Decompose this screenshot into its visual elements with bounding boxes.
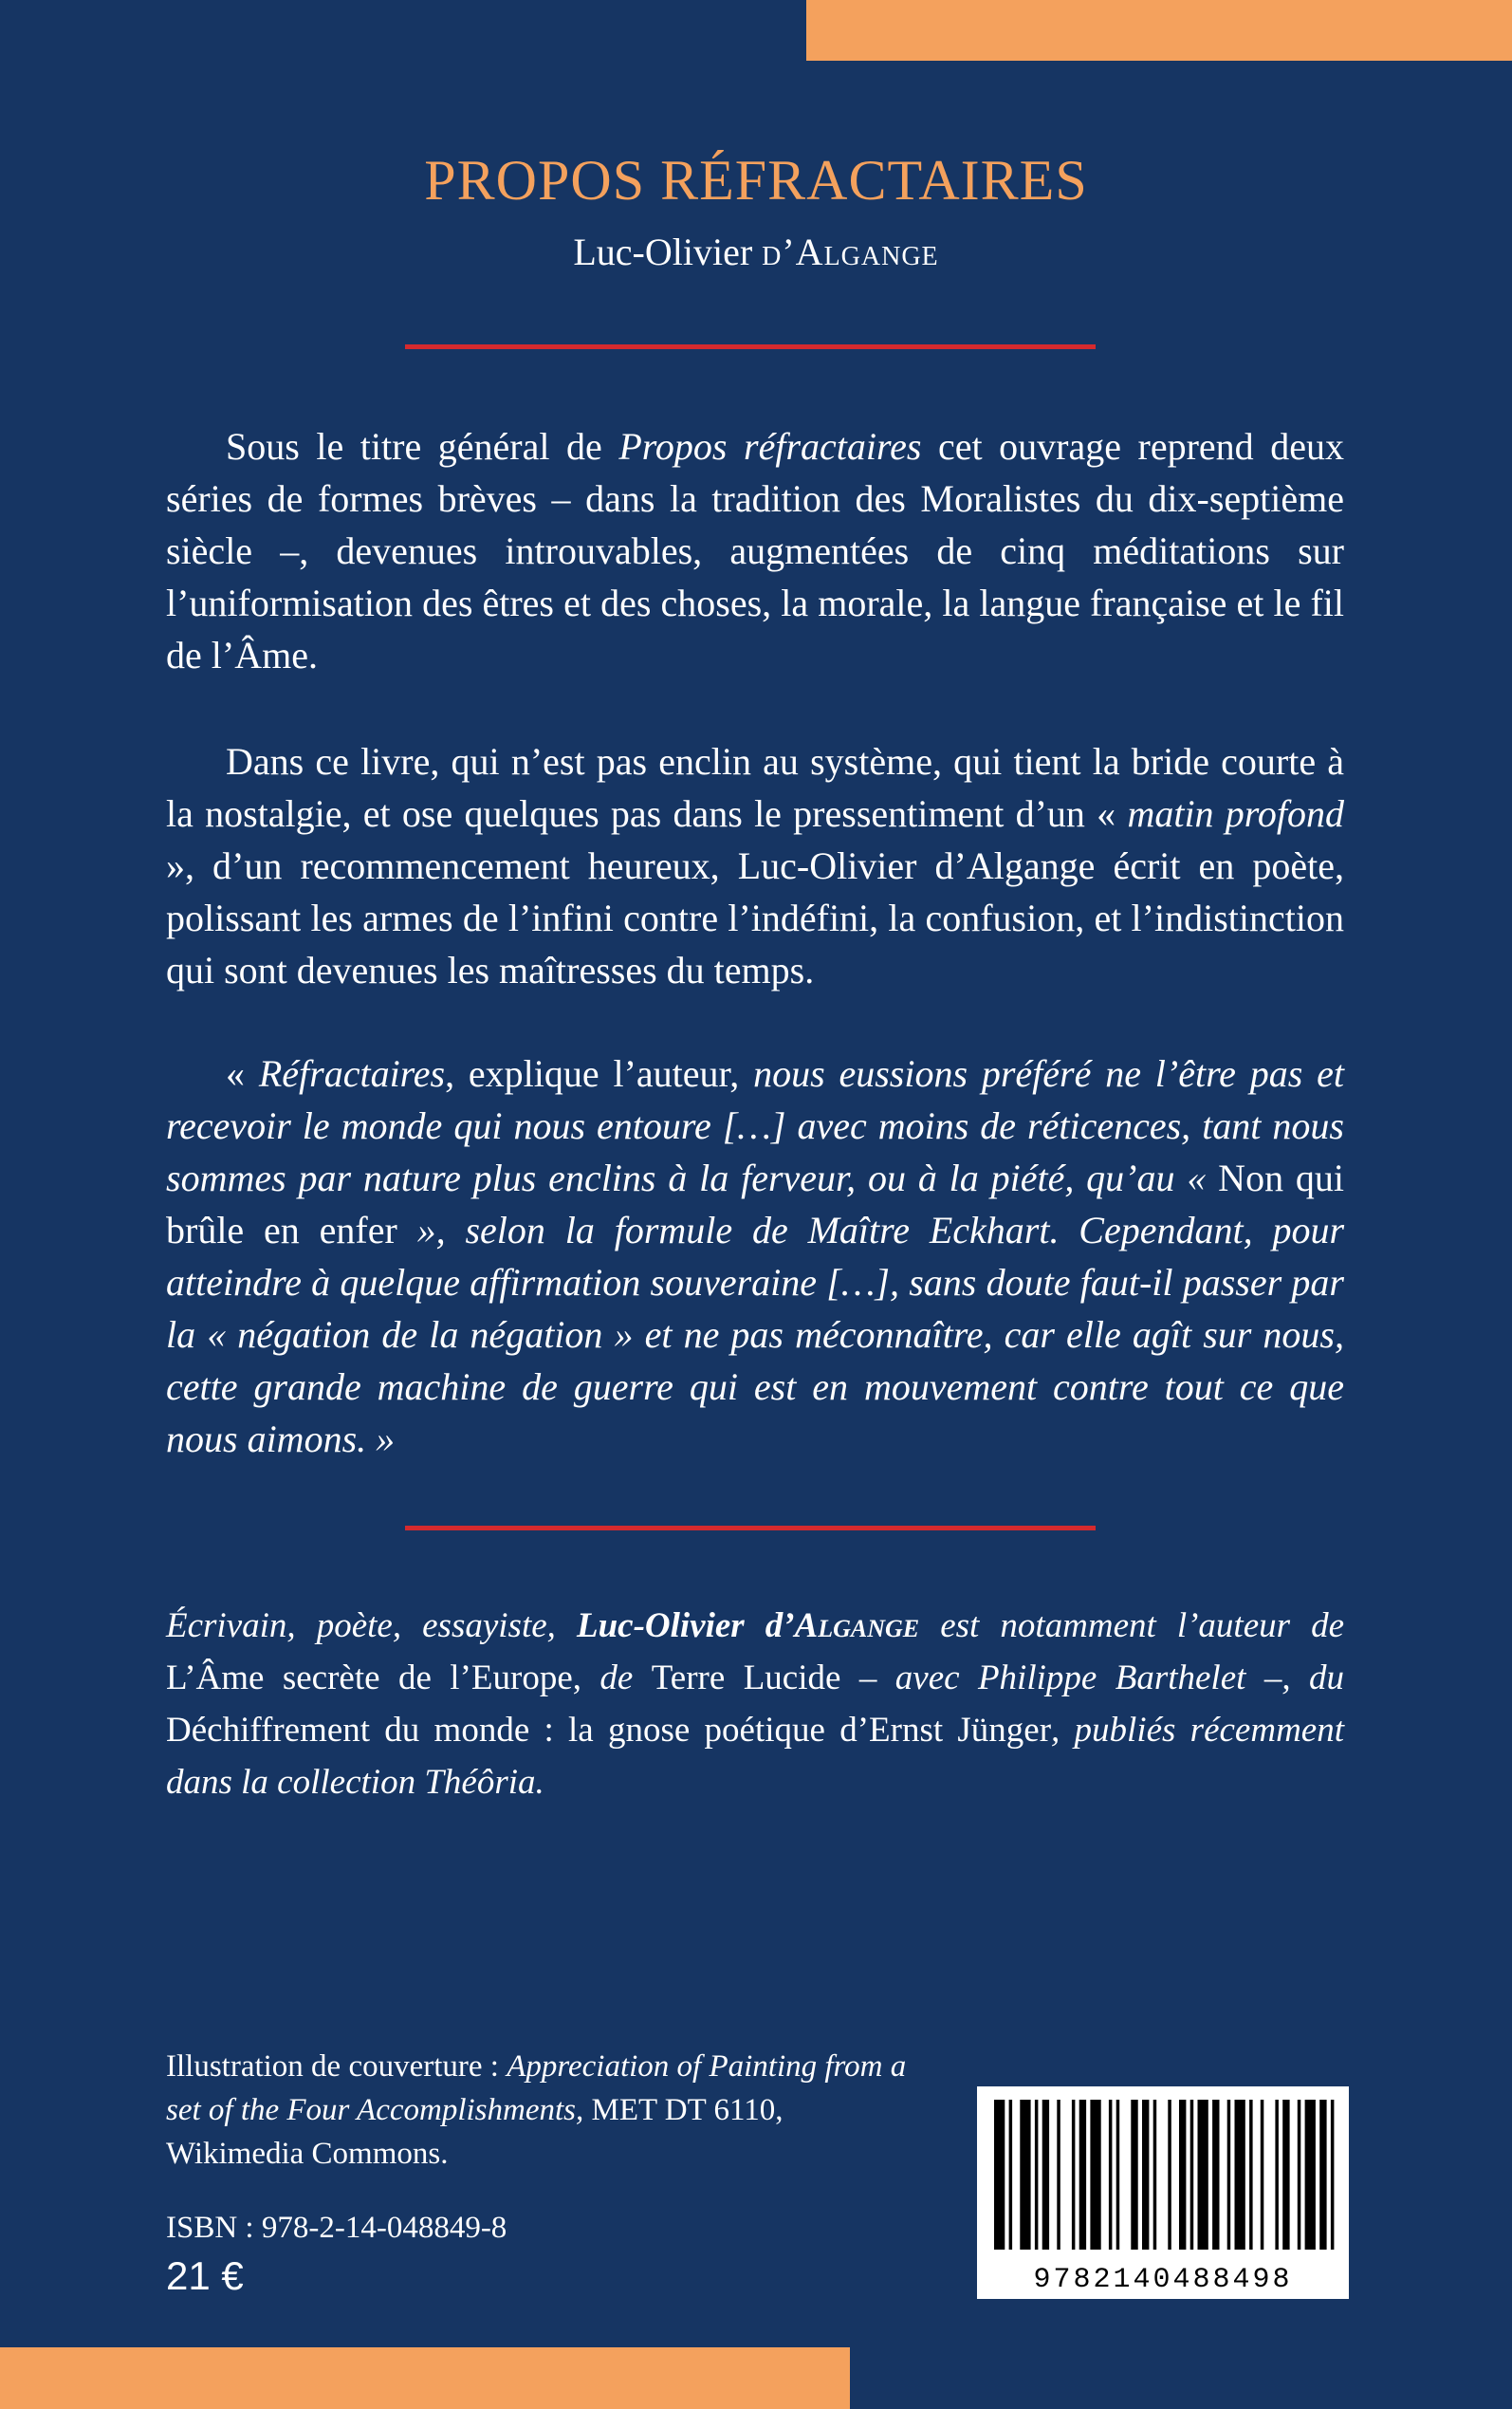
barcode-bar bbox=[1142, 2100, 1149, 2250]
barcode-bar bbox=[1305, 2100, 1316, 2250]
barcode-bar bbox=[1179, 2100, 1186, 2250]
credit-label: Illustration de couverture : bbox=[166, 2049, 507, 2084]
barcode-bar bbox=[1212, 2100, 1219, 2250]
barcode-bar bbox=[1057, 2100, 1060, 2250]
barcode-bar bbox=[1261, 2100, 1264, 2250]
barcode-bar bbox=[1035, 2100, 1039, 2250]
barcode-bar bbox=[1198, 2100, 1208, 2250]
top-accent-band bbox=[806, 0, 1512, 61]
barcode-bar bbox=[1020, 2100, 1030, 2250]
barcode-bar bbox=[1042, 2100, 1049, 2250]
p3-open-quote: « bbox=[226, 1052, 259, 1095]
barcode-bar bbox=[1319, 2100, 1326, 2250]
bottom-accent-band bbox=[0, 2347, 850, 2409]
bio-text-i: , publiés récemment dans la collection Théôria. bbox=[166, 1711, 1344, 1802]
barcode-bar bbox=[1249, 2100, 1253, 2250]
barcode-bar bbox=[1190, 2100, 1194, 2250]
bio-book-3: Déchiffrement du monde : la gnose poétique d’Ernst Jünger bbox=[166, 1711, 1052, 1750]
book-title: PROPOS RÉFRACTAIRES bbox=[424, 149, 1088, 212]
bio-text-g: – avec Philippe Barthelet –, du bbox=[840, 1659, 1344, 1697]
barcode-bar bbox=[994, 2100, 1005, 2250]
barcode-bar bbox=[1168, 2100, 1171, 2250]
p3-italic-quote-1: nous eussions préféré ne l’être pas et recevoir le monde qui nous entoure […] avec moins de réticences, tant nous sommes par nature plus enclins à la ferveur, ou à la piété, qu’au « bbox=[166, 1052, 1345, 1199]
p3-text-e: Non qui brûle en enfer bbox=[166, 1157, 1345, 1251]
summary-paragraph-2 bbox=[166, 735, 1344, 996]
bio-author-first: Luc-Olivier d’ bbox=[576, 1606, 795, 1645]
p3-italic-quote-2: », selon la formule de Maître Eckhart. Cependant, pour atteindre à quelque affirmation souveraine […], sans doute faut-il passer par la « négation de la négation » et ne pas méconnaître, car elle agît sur nous, cette grande machine de guerre qui est en mouvement contre tout ce que nous aimons. » bbox=[166, 1209, 1345, 1460]
barcode-image bbox=[981, 2090, 1345, 2295]
barcode-digits: 9782140488498 bbox=[1033, 2264, 1293, 2295]
illustration-credit bbox=[166, 2045, 925, 2176]
barcode-bar bbox=[1153, 2100, 1157, 2250]
author-name bbox=[0, 226, 1512, 279]
summary-paragraph-1 bbox=[166, 420, 1344, 681]
bio-text-c: est notamment l’auteur de bbox=[919, 1606, 1345, 1645]
bio-author-last: Algange bbox=[794, 1606, 920, 1645]
credit-source: MET DT 6110, Wikimedia Commons. bbox=[166, 2093, 784, 2171]
barcode-bar bbox=[1282, 2100, 1289, 2250]
credit-artwork-title: Appreciation of Painting from a set of the Four Accomplishments, bbox=[166, 2049, 907, 2127]
barcode-bar bbox=[1235, 2100, 1245, 2250]
p3-text-c: , explique l’auteur, bbox=[445, 1052, 754, 1095]
p1-text-a: Sous le titre général de bbox=[226, 425, 619, 468]
barcode-bar bbox=[1227, 2100, 1231, 2250]
barcode-bar bbox=[1131, 2100, 1137, 2250]
author-first-name: Luc-Olivier bbox=[573, 231, 763, 273]
p2-text-c: », d’un recommencement heureux, Luc-Olivier d’Algange écrit en poète, polissant les armes de l’infini contre l’indéfini, la confusion, et l’indistinction qui sont devenues les maîtresses du temps. bbox=[166, 844, 1344, 991]
p3-italic-word: Réfractaires bbox=[258, 1052, 446, 1095]
bottom-divider bbox=[405, 1526, 1096, 1530]
p2-italic-phrase: matin profond bbox=[1127, 792, 1344, 835]
top-divider bbox=[405, 344, 1096, 349]
barcode-bar bbox=[1009, 2100, 1013, 2250]
bio-book-2: Terre Lucide bbox=[651, 1659, 841, 1697]
p1-title-italic: Propos réfractaires bbox=[618, 425, 922, 468]
isbn: ISBN : 978-2-14-048849-8 bbox=[166, 2211, 507, 2245]
barcode-bar bbox=[1298, 2100, 1301, 2250]
p2-text-a: Dans ce livre, qui n’est pas enclin au système, qui tient la bride courte à la nostalgie, et ose quelques pas dans le pressentiment d’un « bbox=[166, 740, 1344, 835]
bio-text-e: de bbox=[581, 1659, 652, 1697]
barcode-bar bbox=[1275, 2100, 1279, 2250]
author-quote-paragraph bbox=[166, 1047, 1344, 1465]
bio-text-a: Écrivain, poète, essayiste, bbox=[166, 1606, 577, 1645]
barcode-bar bbox=[1072, 2100, 1076, 2250]
bio-book-1: L’Âme secrète de l’Europe, bbox=[166, 1659, 582, 1697]
author-bio bbox=[166, 1600, 1344, 1808]
barcode-bar bbox=[1090, 2100, 1100, 2250]
barcode bbox=[977, 2086, 1349, 2299]
p1-text-c: cet ouvrage reprend deux séries de formes brèves – dans la tradition des Moralistes du dix-septième siècle –, devenues introuvables, augmentées de cinq méditations sur l’uniformisation des êtres et des choses, la morale, la langue française et le fil de l’Âme. bbox=[166, 425, 1344, 676]
barcode-bar bbox=[1331, 2100, 1335, 2250]
price: 21 € bbox=[166, 2253, 244, 2298]
barcode-bar bbox=[1116, 2100, 1120, 2250]
barcode-bar bbox=[1109, 2100, 1113, 2250]
author-last-name: d’Algange bbox=[762, 231, 939, 273]
barcode-bar bbox=[1079, 2100, 1086, 2250]
barcode-bars bbox=[994, 2100, 1334, 2250]
